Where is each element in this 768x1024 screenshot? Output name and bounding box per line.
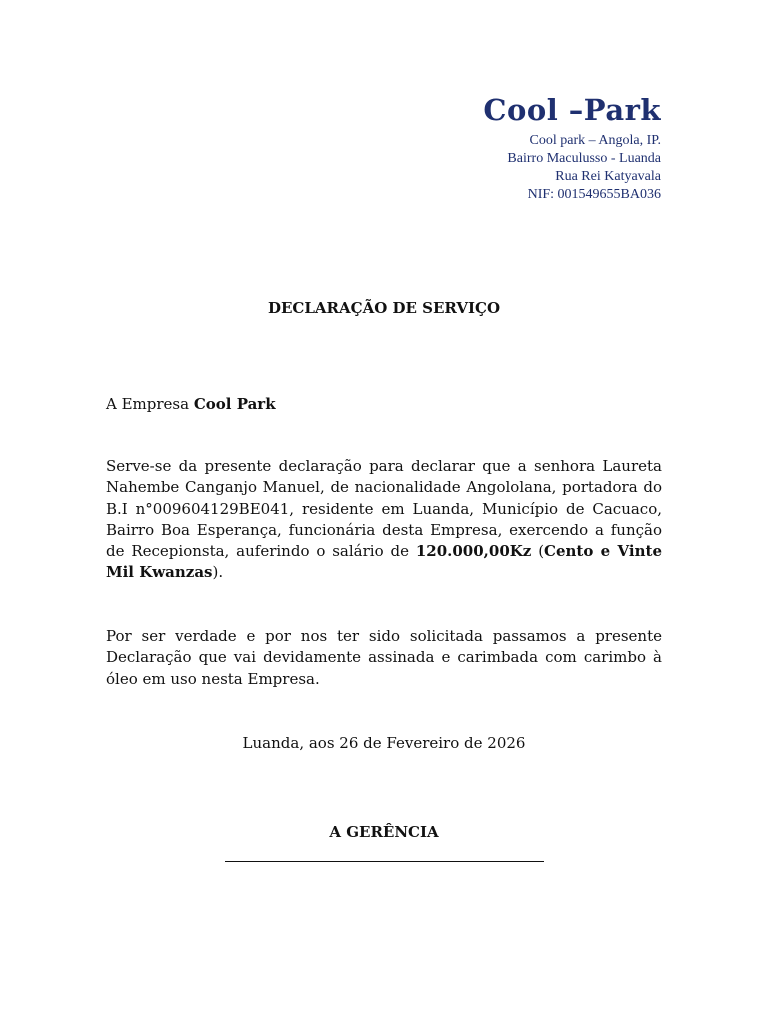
salutation-prefix: A Empresa (106, 395, 194, 413)
salary-amount: 120.000,00Kz (415, 542, 532, 561)
declaration-text: Serve-se da presente declaração para declarar que a senhora Laureta Nahembe Canganjo Manuel, de nacionalidade Angololana, portadora do B.I n°009604129BE041, residente em Luanda, Município de Cacuaco, Bairro Boa Esperança, funcionária desta Empresa, exercendo a função de Recepionsta, auferindo o salário de (106, 457, 662, 561)
salary-in-words: Cento e Vinte Mil Kwanzas (106, 542, 662, 582)
place-and-date: Luanda, aos 26 de Fevereiro de 2026 (242, 734, 526, 752)
company-nif-line: NIF: 001549655BA036 (527, 187, 661, 202)
open-paren: ( (531, 542, 545, 561)
salutation (106, 394, 662, 415)
company-name-line: Cool park – Angola, IP. (529, 133, 661, 148)
close-paren: ). (212, 563, 224, 582)
letterhead (483, 92, 661, 204)
signature-line (225, 861, 544, 862)
company-address-line: Bairro Maculusso - Luanda (507, 151, 661, 166)
document-title: DECLARAÇÃO DE SERVIÇO (267, 299, 501, 317)
closing-paragraph: Por ser verdade e por nos ter sido solicitada passamos a presente Declaração que vai devidamente assinada e carimbada com carimbo à óleo em uso nesta Empresa. (106, 627, 662, 688)
signatory-title: A GERÊNCIA (329, 823, 439, 841)
salutation-company: Cool Park (193, 395, 276, 413)
company-logo-text: Cool –Park (483, 93, 661, 127)
declaration-paragraph (106, 456, 662, 584)
company-street-line: Rua Rei Katyavala (555, 169, 661, 184)
